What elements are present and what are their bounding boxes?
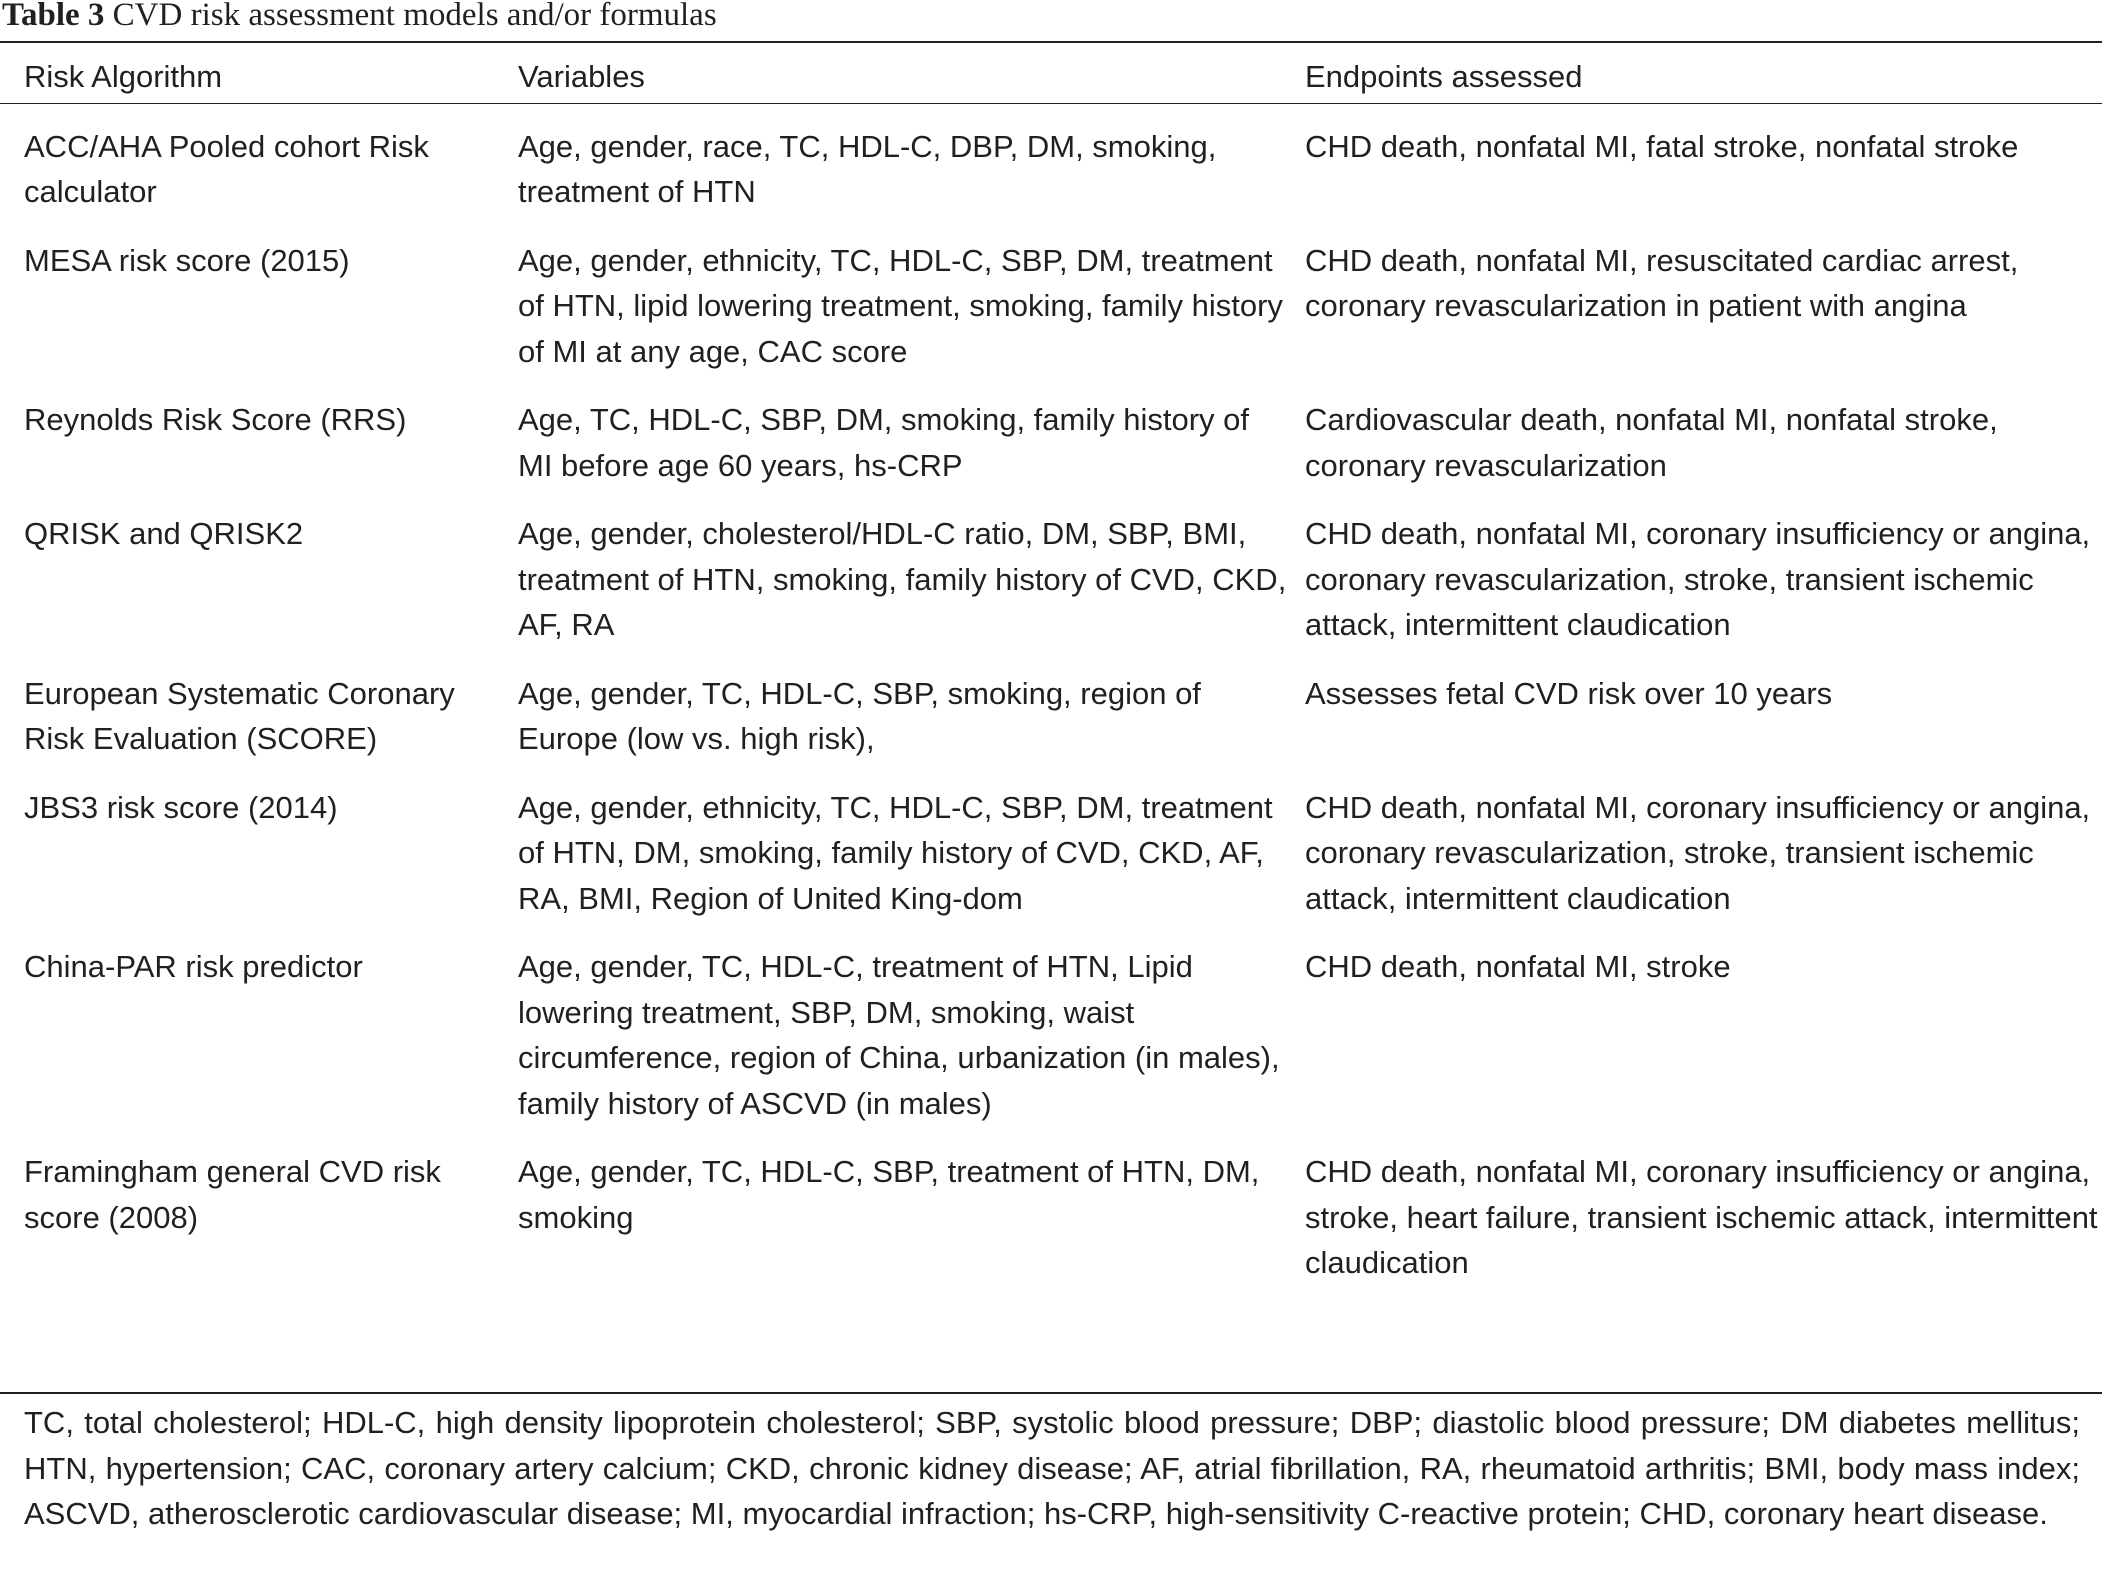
column-header-endpoints: Endpoints assessed (1305, 59, 1583, 94)
cell-risk-algorithm: QRISK and QRISK2 (24, 516, 304, 551)
column-header-risk-algorithm: Risk Algorithm (24, 59, 223, 94)
cell-risk-algorithm: ACC/AHA Pooled cohort Risk calculator (24, 128, 429, 209)
table-footnote: TC, total cholesterol; HDL-C, high density lipoprotein cholesterol; SBP, systolic blood pressure; DBP; diastolic blood pressure; DM diabetes mellitus; HTN, hypertension; CAC, coronary artery calcium; CKD, chronic kidney disease; AF, atrial fibrillation, RA, rheumatoid arthritis; BMI, body mass index; ASCVD, atherosclerotic cardiovascular disease; MI, myocardial infraction; hs-CRP, high-sensitivity C-reactive protein; CHD, coronary heart disease. (24, 1405, 2080, 1531)
cell-variables: Age, gender, ethnicity, TC, HDL-C, SBP, DM, treatment of HTN, lipid lowering treatment, smoking, family history of MI at any age, CAC score (518, 242, 1283, 369)
table-header (0, 54, 2102, 123)
cell-endpoints: CHD death, nonfatal MI, fatal stroke, nonfatal stroke (1305, 128, 2019, 164)
table-row (0, 511, 2102, 671)
cell-variables: Age, gender, TC, HDL-C, treatment of HTN, Lipid lowering treatment, SBP, DM, smoking, waist circumference, region of China, urbanization (in males), family history of ASCVD (in males) (518, 949, 1280, 1121)
cell-endpoints: CHD death, nonfatal MI, coronary insufficiency or angina, coronary revascularization, stroke, transient ischemic attack, intermittent claudication (1305, 516, 2091, 642)
cell-variables: Age, gender, cholesterol/HDL-C ratio, DM, SBP, BMI, treatment of HTN, smoking, family history of CVD, CKD, AF, RA (518, 516, 1287, 642)
cell-variables: Age, gender, race, TC, HDL-C, DBP, DM, smoking, treatment of HTN (518, 128, 1217, 209)
table-caption (2, 0, 717, 36)
risk-models-table (0, 54, 2102, 1309)
table-caption-label: Table 3 (2, 0, 105, 33)
table-header-row (0, 54, 2102, 123)
table-row (0, 785, 2102, 945)
cell-risk-algorithm: China-PAR risk predictor (24, 949, 363, 984)
column-header-variables: Variables (518, 59, 645, 94)
cell-variables: Age, gender, ethnicity, TC, HDL-C, SBP, DM, treatment of HTN, DM, smoking, family history of CVD, CKD, AF, RA, BMI, Region of United King-dom (518, 789, 1273, 916)
table-row (0, 1149, 2102, 1309)
cell-endpoints: CHD death, nonfatal MI, resuscitated cardiac arrest, coronary revascularization in patient with angina (1305, 242, 2019, 323)
cell-endpoints: CHD death, nonfatal MI, coronary insufficiency or angina, coronary revascularization, stroke, transient ischemic attack, intermittent claudication (1305, 789, 2091, 916)
table-row (0, 671, 2102, 785)
cell-risk-algorithm: Framingham general CVD risk score (2008) (24, 1154, 441, 1235)
cell-variables: Age, TC, HDL-C, SBP, DM, smoking, family history of MI before age 60 years, hs-CRP (518, 402, 1250, 483)
cell-variables: Age, gender, TC, HDL-C, SBP, smoking, region of Europe (low vs. high risk), (518, 675, 1201, 756)
cell-endpoints: CHD death, nonfatal MI, stroke (1305, 949, 1731, 984)
cell-risk-algorithm: Reynolds Risk Score (RRS) (24, 402, 407, 437)
table-row (0, 238, 2102, 398)
cell-risk-algorithm: European Systematic Coronary Risk Evaluation (SCORE) (24, 675, 455, 756)
cell-endpoints: Cardiovascular death, nonfatal MI, nonfatal stroke, coronary revascularization (1305, 402, 1998, 483)
cell-endpoints: CHD death, nonfatal MI, coronary insufficiency or angina, stroke, heart failure, transient ischemic attack, intermittent claudication (1305, 1154, 2098, 1280)
cell-risk-algorithm: JBS3 risk score (2014) (24, 789, 338, 825)
table-row (0, 944, 2102, 1149)
table-row (0, 397, 2102, 511)
cell-variables: Age, gender, TC, HDL-C, SBP, treatment of HTN, DM, smoking (518, 1154, 1260, 1235)
table-body (0, 123, 2102, 1309)
table-bottom-rule (0, 1392, 2102, 1394)
cell-risk-algorithm: MESA risk score (2015) (24, 242, 350, 278)
table-row (0, 123, 2102, 238)
cell-endpoints: Assesses fetal CVD risk over 10 years (1305, 675, 1833, 711)
table-caption-title: CVD risk assessment models and/or formulas (112, 0, 717, 33)
table-top-rule (0, 41, 2102, 43)
